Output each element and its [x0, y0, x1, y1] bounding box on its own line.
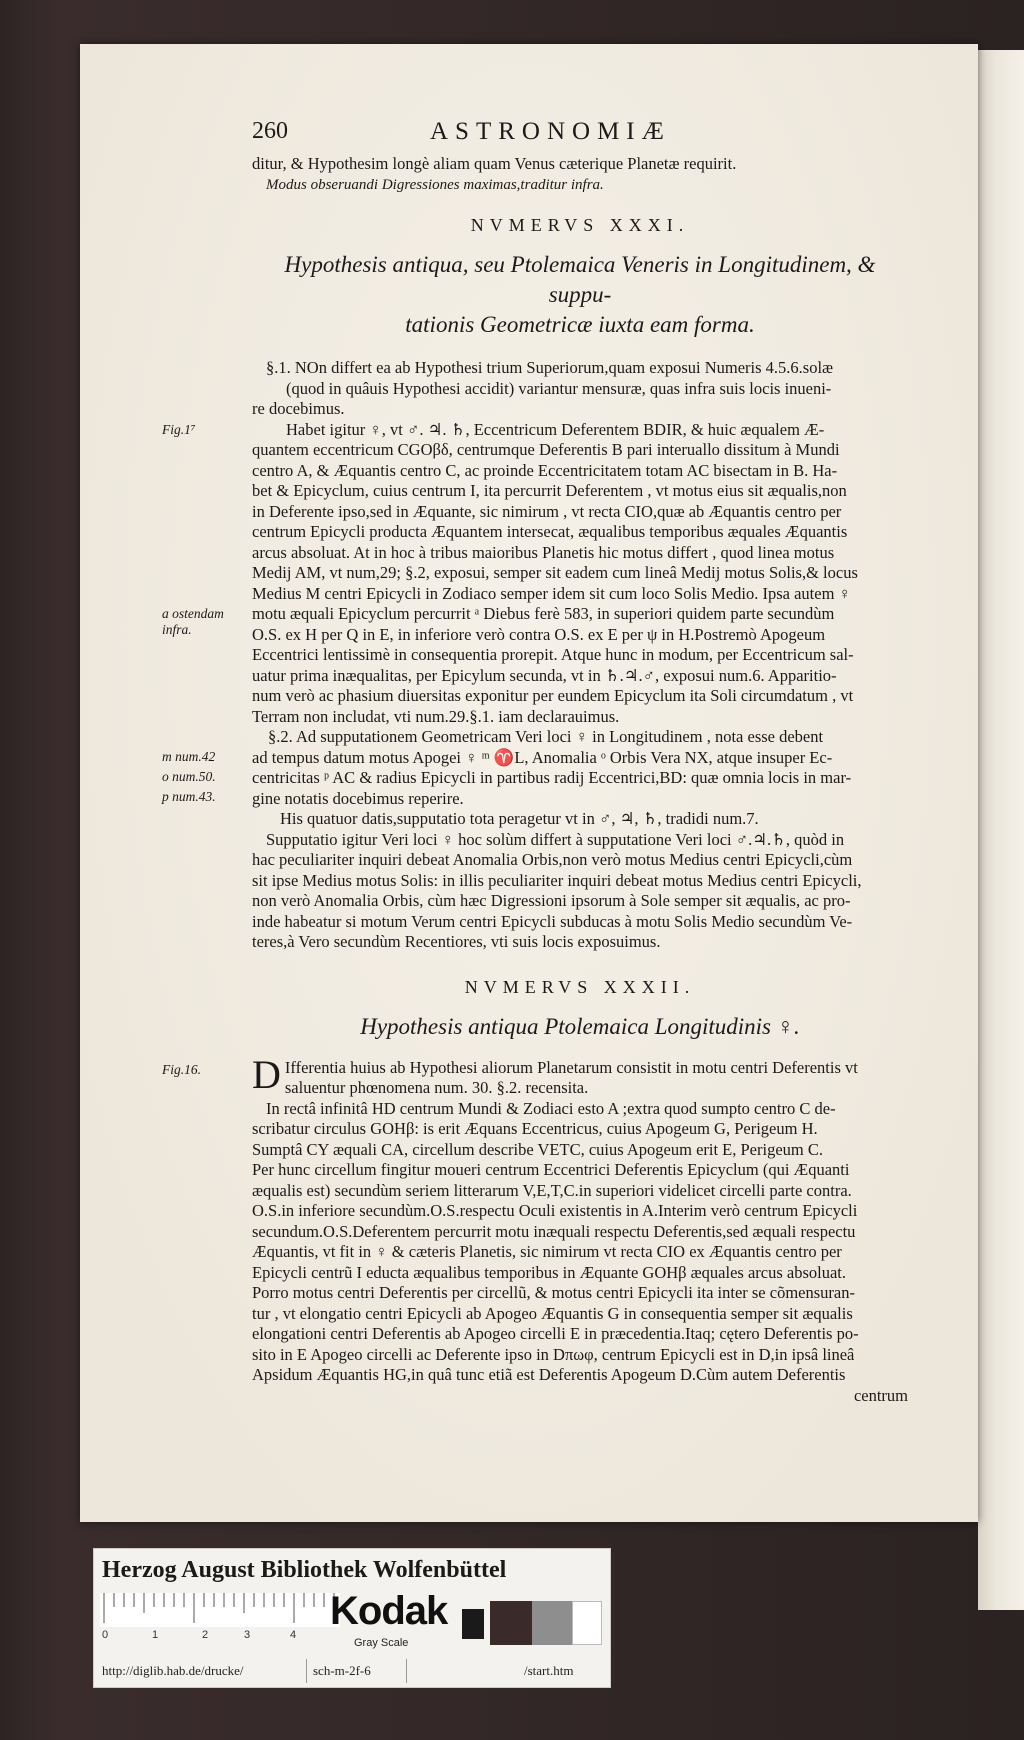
text-line: æqualis est) secundùm seriem litterarum V,E,T,C.in superiori videlicet circelli parte contra. — [252, 1180, 852, 1200]
margin-note-fig16: Fig.16. — [162, 1061, 201, 1077]
text-line: arcus absoluat. At in hoc à tribus maioribus Planetis hic motus differt , quod linea motus — [252, 542, 835, 562]
signature-code: sch-m-2f-6 — [313, 1663, 371, 1678]
text-line: quantem eccentricum CGOβδ, centrumque Deferentis B pari interuallo dissitum à Mundi — [252, 440, 840, 459]
text-line: non verò Anomalia Orbis, cùm hæc Digressioni ipsorum à Sole semper sit æqualis, ac pro- — [252, 891, 851, 910]
text-line: O.S.in inferiore secundùm.O.S.respectu Oculi existentis in A.Interim verò centrum Epicycli — [252, 1201, 858, 1220]
paragraph-6 — [168, 1099, 908, 1407]
text-line: Ifferentia huius ab Hypothesi aliorum Planetarum consistit in motu centri Deferentis vt — [284, 1057, 858, 1077]
intro-line: ditur, & Hypothesim longè aliam quam Venus cæterique Planetæ requirit. — [252, 154, 737, 173]
margin-note-o: o num.50. — [162, 769, 216, 784]
text-line: §.2. Ad supputationem Geometricam Veri loci ♀ in Longitudinem , nota esse debent — [268, 727, 824, 746]
text-line: num verò ac phasium diuersitas exponitur per eundem Epicyclum ita Soli circumdatum , vt — [252, 686, 854, 705]
ruler-number: 0 — [102, 1629, 109, 1641]
text-line: His quatuor datis,supputatio tota peragetur vt in ♂, ♃, ♄, tradidi num.7. — [280, 809, 759, 828]
text-line: (quod in quâuis Hypothesi accidit) variantur mensuræ, quas infra suis locis inueni- — [286, 378, 832, 398]
intro-note: Modus obseruandi Digressiones maximas,traditur infra. — [266, 176, 604, 193]
text-line: Habet igitur ♀, vt ♂. ♃. ♄, Eccentricum Deferentem BDIR, & huic æqualem Æ- — [286, 419, 825, 439]
hypothesis-title-line-1: Hypothesis antiqua, seu Ptolemaica Veneris in Longitudinem, & suppu- — [284, 252, 876, 307]
text-line: centrum Epicycli producta Æquantem intersecat, æqualibus temporibus æquales Æquantis — [252, 522, 848, 541]
text-line: Terram non includat, vti num.29.§.1. iam declarauimus. — [252, 706, 620, 726]
ruler-number: 2 — [202, 1629, 209, 1641]
gray-swatch-mid — [532, 1601, 572, 1645]
ruler-scale — [100, 1593, 340, 1627]
url-base: http://diglib.hab.de/drucke/ — [102, 1663, 244, 1678]
ruler-number: 1 — [152, 1629, 159, 1641]
text-line: Sumptâ CY æquali CA, circellum describe VETC, cuius Apogeum erit E, Perigeum C. — [252, 1139, 823, 1159]
text-line: centricitas ᵖ AC & radius Epicycli in partibus radij Eccentrici,BD: quæ omnia locis in mar- — [252, 768, 852, 787]
text-line: in Deferente ipso,sed in Æquante, sic nimirum , vt recta CIO,quæ ab Æquantis centro per — [252, 501, 842, 521]
text-line: Epicycli centrũ I educta æqualibus temporibus in Æquante GOHβ æquales arcus absoluat. — [252, 1262, 846, 1282]
facing-page-edge — [978, 50, 1024, 1610]
ruler-number: 3 — [244, 1629, 251, 1641]
paragraph-1 — [168, 358, 908, 420]
text-line: gine notatis docebimus reperire. — [252, 788, 464, 808]
text-line: elongationi centri Deferentis ab Apogeo circelli E in præcedentia.Itaq; cętero Deferentis po- — [252, 1324, 859, 1343]
gray-scale-label: Gray Scale — [354, 1637, 409, 1649]
paragraph-3 — [162, 727, 908, 809]
text-line: hac peculiariter inquiri debeat Anomalia Orbis,non verò motus Medius centri Epicycli,cùm — [252, 850, 853, 869]
text-line: Per hunc circellum fingitur moueri centrum Eccentrici Deferentis Epicyclum (qui Æquanti — [252, 1160, 850, 1179]
dropcap-D: D — [252, 1051, 281, 1097]
paragraph-2 — [162, 419, 908, 728]
text-line: Porro motus centri Deferentis per circellũ, & motus centri Epicycli ita inter se cõmensuran- — [252, 1283, 855, 1302]
text-line: inde habeatur si motum Verum centri Epicycli subducas à motu Solis Medio secundùm Ve- — [252, 911, 853, 931]
text-line: bet & Epicyclum, cuius centrum I, ita percurrit Deferentem , vt motus eius sit æqualis,non — [252, 481, 847, 500]
text-line: In rectâ infinitâ HD centrum Mundi & Zodiaci esto A ;extra quod sumpto centro C de- — [266, 1098, 836, 1118]
text-line: O.S. ex H per Q in E, in inferiore verò contra O.S. ex E per ψ in H.Postremò Apogeum — [252, 624, 826, 644]
margin-note-fig1: Fig.1⁷ — [162, 421, 196, 437]
hypothesis-title-line-2: tationis Geometricæ iuxta eam forma. — [405, 312, 755, 337]
text-line: Apsidum Æquantis HG,in quâ tunc etiã est Deferentis Apogeum D.Cùm autem Deferentis — [252, 1365, 846, 1384]
library-name: Herzog August Bibliothek Wolfenbüttel — [102, 1557, 507, 1583]
text-line: uatur prima inæqualitas, per Epicylum secunda, vt in ♄.♃.♂, exposui num.6. Apparitio- — [252, 665, 837, 685]
text-line: Medius M centri Epicycli in Zodiaco semper idem sit cum loco Solis Medio. Ipsa autem ♀ — [252, 583, 851, 603]
text-line: Eccentrici lentissimè in consequentia prorepit. Atque hunc in modum, per Eccentricum sal- — [252, 645, 854, 664]
paragraph-5 — [162, 1051, 908, 1099]
text-line: sito in E Apogeo circelli ac Deferente ipso in Dπωφ, centrum Epicycli est in D,in ipsâ lineâ — [252, 1344, 855, 1364]
kodak-logo: Kodak — [330, 1589, 448, 1633]
text-line: saluentur phœnomena num. 30. §.2. recensita. — [284, 1078, 589, 1097]
gray-swatch-dark — [490, 1601, 532, 1645]
section-title-31: NVMERVS XXXI. — [470, 215, 690, 235]
gray-swatch-black — [462, 1609, 484, 1639]
text-line: secundum.O.S.Deferentem percurrit motu inæquali respectu Deferentis,sed æquali respectu — [252, 1221, 856, 1241]
text-line: scribatur circulus GOHβ: is erit Æquans Eccentricus, cuius Apogeum G, Perigeum H. — [252, 1119, 818, 1138]
gray-swatch-light — [572, 1601, 602, 1645]
paragraph-4 — [168, 809, 908, 953]
library-label-card — [93, 1548, 611, 1688]
ruler-number: 4 — [290, 1629, 297, 1641]
page-number: 260 — [252, 118, 288, 144]
text-line: Supputatio igitur Veri loci ♀ hoc solùm differt à supputatione Veri loci ♂.♃.♄, quòd in — [266, 829, 845, 849]
margin-note-p: p num.43. — [162, 789, 216, 804]
margin-note-ostendam: a ostendam — [162, 605, 224, 621]
text-line: Æquantis, vt fit in ♀ & cæteris Planetis, sic nimirum vt recta CIO ex Æquantis centro per — [252, 1242, 842, 1261]
margin-note-infra: infra. — [162, 621, 192, 637]
section-title-32: NVMERVS XXXII. — [464, 976, 696, 997]
margin-note-m: m num.42 — [162, 749, 216, 764]
hypothesis-title-32: Hypothesis antiqua Ptolemaica Longitudinis ♀. — [360, 1013, 800, 1039]
text-line: centro A, & Æquantis centro C, ac proinde Eccentricitatem totam AC bisectam in B. Ha- — [252, 460, 838, 480]
text-line: motu æquali Epicyclum percurrit ᵃ Diebus ferè 583, in superiori quidem parte secundùm — [252, 604, 835, 623]
label-divider — [406, 1659, 407, 1683]
running-title: ASTRONOMIÆ — [430, 118, 671, 145]
text-line: teres,à Vero secundùm Recentiores, vti suis locis exposuimus. — [252, 932, 661, 951]
text-line: tur , vt elongatio centri Epicycli ab Apogeo Æquantis G in consequentia semper sit æqualis — [252, 1303, 853, 1323]
running-head — [168, 118, 908, 154]
text-line: sit ipse Medius motus Solis: in illis peculiariter inquiri debeat motus Medius centri Epicycli, — [252, 870, 862, 890]
url-end: /start.htm — [524, 1663, 574, 1678]
page-content — [162, 118, 908, 1406]
label-divider — [306, 1659, 307, 1683]
catchword: centrum — [853, 1385, 908, 1405]
text-line: re docebimus. — [252, 399, 345, 418]
text-line: §.1. NOn differt ea ab Hypothesi trium Superiorum,quam exposui Numeris 4.5.6.solæ — [266, 358, 834, 377]
text-line: ad tempus datum motus Apogei ♀ ᵐ ♈L, Anomalia ᵒ Orbis Vera NX, atque insuper Ec- — [252, 747, 833, 767]
text-line: Medij AM, vt num,29; §.2, exposui, semper sit eadem cum lineâ Medij motus Solis,& locus — [252, 563, 858, 582]
